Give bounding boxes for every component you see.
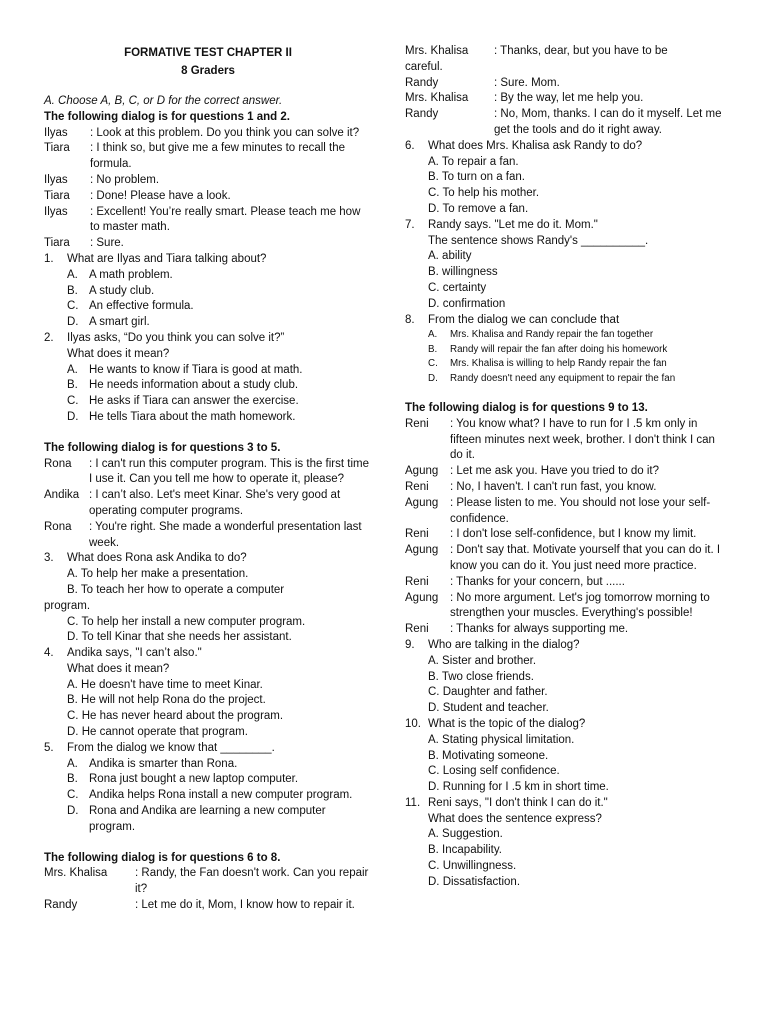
speaker: Tiara bbox=[44, 142, 70, 155]
option: B. Motivating someone. bbox=[428, 749, 549, 762]
option: A. Sister and brother. bbox=[428, 654, 537, 667]
dialog-line bbox=[405, 591, 725, 623]
line-text: : Don't say that. Motivate yourself that you can do it. I know you can do it. You just need more practice. bbox=[450, 544, 721, 572]
dialog-line bbox=[44, 173, 372, 189]
line-wrap: careful. bbox=[405, 60, 443, 73]
page-subtitle: 8 Graders bbox=[181, 65, 235, 77]
option-letter: C. bbox=[67, 300, 79, 313]
dialog-line bbox=[405, 543, 725, 575]
option-text: He needs information about a study club. bbox=[89, 379, 299, 392]
option-text: Mrs. Khalisa and Randy repair the fan together bbox=[450, 329, 654, 341]
option bbox=[44, 788, 372, 804]
option-text: He asks if Tiara can answer the exercise. bbox=[89, 395, 299, 408]
line-text: : I think so, but give me a few minutes to recall the formula. bbox=[90, 142, 346, 171]
question-number: 5. bbox=[44, 741, 54, 754]
option-letter: B. bbox=[428, 343, 438, 355]
option-text: He wants to know if Tiara is good at math. bbox=[89, 363, 303, 376]
option: D. Student and teacher. bbox=[428, 702, 549, 715]
question-number: 11. bbox=[405, 796, 421, 809]
option-text: A study club. bbox=[89, 284, 155, 297]
option-letter: A. bbox=[428, 329, 438, 341]
question-5 bbox=[44, 741, 372, 836]
option-text: He tells Tiara about the math homework. bbox=[89, 410, 296, 423]
option bbox=[44, 394, 372, 410]
speaker: Agung bbox=[405, 465, 439, 478]
question-11 bbox=[405, 796, 725, 891]
question-number: 8. bbox=[405, 313, 415, 326]
option-letter: C. bbox=[67, 395, 79, 408]
question-number: 1. bbox=[44, 252, 54, 265]
option: D. Running for I .5 km in short time. bbox=[428, 781, 609, 794]
option: B. He will not help Rona do the project. bbox=[67, 694, 266, 707]
question-number: 7. bbox=[405, 218, 415, 231]
header bbox=[44, 44, 372, 80]
line-text: : No, I haven't. I can't run fast, you know. bbox=[450, 480, 657, 493]
section-heading-4: The following dialog is for questions 9 to 13. bbox=[405, 401, 648, 414]
question-text: Randy says. "Let me do it. Mom." bbox=[428, 218, 598, 231]
option-letter: B. bbox=[67, 773, 78, 786]
speaker: Ilyas bbox=[44, 173, 68, 186]
question-text: From the dialog we can conclude that bbox=[428, 313, 620, 326]
option: A. Stating physical limitation. bbox=[428, 733, 575, 746]
question-text: From the dialog we know that ________. bbox=[67, 741, 275, 754]
line-text: : No more argument. Let's jog tomorrow morning to strengthen your muscles. Everything's possible! bbox=[450, 591, 710, 620]
option-letter: D. bbox=[67, 316, 79, 329]
option-text: Randy will repair the fan after doing his homework bbox=[450, 343, 668, 355]
dialog-line bbox=[44, 520, 372, 552]
line-text: : Thanks for your concern, but ...... bbox=[450, 575, 625, 588]
option: B. Incapability. bbox=[428, 844, 502, 857]
line-text: : Please listen to me. You should not lose your self-confidence. bbox=[450, 496, 711, 525]
option-text: A smart girl. bbox=[89, 316, 150, 329]
question-9 bbox=[405, 638, 725, 717]
question-3 bbox=[44, 551, 372, 646]
dialog-line bbox=[405, 496, 725, 528]
dialog-line bbox=[405, 527, 725, 543]
option: B. To teach her how to operate a computer bbox=[67, 583, 285, 596]
dialog-line bbox=[44, 236, 372, 252]
question-number: 4. bbox=[44, 647, 54, 660]
question-text: Ilyas asks, “Do you think you can solve it?” bbox=[67, 331, 285, 344]
speaker: Agung bbox=[405, 496, 439, 509]
question-number: 6. bbox=[405, 139, 415, 152]
option-text: Andika helps Rona install a new computer program. bbox=[89, 789, 353, 802]
line-text: : Thanks for always supporting me. bbox=[450, 623, 629, 636]
option bbox=[44, 378, 372, 394]
dialog-line bbox=[44, 126, 372, 142]
line-text: : Sure. bbox=[90, 237, 124, 250]
speaker: Tiara bbox=[44, 189, 70, 202]
option: B. willingness bbox=[428, 266, 498, 279]
option-text: Randy doesn't need any equipment to repair the fan bbox=[450, 372, 676, 384]
option bbox=[44, 757, 372, 773]
speaker: Ilyas bbox=[44, 126, 68, 139]
option bbox=[44, 410, 372, 426]
dialog-reni-agung bbox=[405, 417, 725, 638]
speaker: Mrs. Khalisa bbox=[405, 45, 469, 57]
option-text: Mrs. Khalisa is willing to help Randy repair the fan bbox=[450, 358, 667, 370]
question-text: What does Rona ask Andika to do? bbox=[67, 552, 247, 565]
question-text-continued: The sentence shows Randy's __________. bbox=[428, 234, 649, 247]
dialog-line bbox=[405, 91, 725, 107]
line-text: : Sure. Mom. bbox=[494, 76, 560, 89]
speaker: Randy bbox=[405, 76, 439, 89]
line-text: : I can't run this computer program. This is the first time I use it. Can you tell me how to operate it, please? bbox=[89, 457, 369, 486]
line-text: : You're right. She made a wonderful presentation last week. bbox=[89, 520, 362, 549]
line-text: : Let me do it, Mom, I know how to repair it. bbox=[135, 899, 355, 912]
instruction: A. Choose A, B, C, or D for the correct answer. bbox=[44, 95, 283, 107]
page-title: FORMATIVE TEST CHAPTER II bbox=[124, 47, 292, 59]
question-number: 3. bbox=[44, 552, 54, 565]
line-text: : By the way, let me help you. bbox=[494, 92, 644, 105]
line-text: : I don't lose self-confidence, but I know my limit. bbox=[450, 528, 697, 541]
option-text: A math problem. bbox=[89, 268, 173, 281]
question-text-continued: What does the sentence express? bbox=[428, 812, 602, 825]
dialog-line bbox=[405, 107, 725, 139]
option-letter: D. bbox=[428, 372, 438, 384]
option bbox=[44, 299, 372, 315]
option bbox=[405, 357, 725, 371]
option-letter: C. bbox=[67, 789, 79, 802]
dialog-line bbox=[44, 189, 372, 205]
option: D. Dissatisfaction. bbox=[428, 875, 521, 888]
question-text: What does Mrs. Khalisa ask Randy to do? bbox=[428, 139, 643, 152]
dialog-line bbox=[44, 488, 372, 520]
option: D. He cannot operate that program. bbox=[67, 726, 248, 739]
option: B. Two close friends. bbox=[428, 670, 534, 683]
speaker: Andika bbox=[44, 489, 80, 502]
option: D. confirmation bbox=[428, 297, 506, 310]
line-text: : Randy, the Fan doesn't work. Can you repair it? bbox=[135, 867, 369, 896]
dialog-khalisa-randy bbox=[44, 866, 372, 913]
speaker: Reni bbox=[405, 528, 429, 541]
option: B. To turn on a fan. bbox=[428, 171, 525, 184]
dialog-line bbox=[405, 464, 725, 480]
question-6 bbox=[405, 139, 725, 218]
question-1 bbox=[44, 252, 372, 331]
dialog-line bbox=[405, 44, 725, 60]
option bbox=[44, 284, 372, 300]
dialog-ilyas-tiara bbox=[44, 126, 372, 252]
question-text: Reni says, "I don't think I can do it." bbox=[428, 796, 608, 809]
option: A. To help her make a presentation. bbox=[67, 568, 249, 581]
speaker: Rona bbox=[44, 520, 72, 533]
dialog-khalisa-randy-continued bbox=[405, 44, 725, 139]
speaker: Randy bbox=[405, 108, 439, 121]
option bbox=[405, 372, 725, 386]
question-2 bbox=[44, 331, 372, 426]
speaker: Reni bbox=[405, 575, 429, 588]
dialog-line bbox=[44, 866, 372, 898]
speaker: Agung bbox=[405, 591, 439, 604]
option-letter: B. bbox=[67, 284, 78, 297]
speaker: Reni bbox=[405, 417, 429, 430]
option-letter: A. bbox=[67, 363, 78, 376]
option bbox=[44, 804, 372, 836]
line-text: : No problem. bbox=[90, 173, 160, 186]
option: C. Losing self confidence. bbox=[428, 765, 560, 778]
option-text: Andika is smarter than Rona. bbox=[89, 757, 238, 770]
dialog-line bbox=[44, 457, 372, 489]
speaker: Randy bbox=[44, 899, 78, 912]
speaker: Mrs. Khalisa bbox=[405, 92, 469, 105]
line-text: : Let me ask you. Have you tried to do it? bbox=[450, 465, 660, 478]
option: A. He doesn't have time to meet Kinar. bbox=[67, 678, 263, 691]
option bbox=[44, 268, 372, 284]
dialog-line bbox=[405, 480, 725, 496]
dialog-line bbox=[405, 417, 725, 464]
speaker: Reni bbox=[405, 623, 429, 636]
left-column bbox=[44, 44, 372, 914]
option: C. Daughter and father. bbox=[428, 686, 548, 699]
speaker: Ilyas bbox=[44, 205, 68, 218]
option-letter: C. bbox=[428, 358, 438, 370]
dialog-line bbox=[44, 141, 372, 173]
dialog-line bbox=[44, 898, 372, 914]
option-letter: A. bbox=[67, 757, 78, 770]
question-text: What is the topic of the dialog? bbox=[428, 717, 586, 730]
option-letter: D. bbox=[67, 805, 79, 818]
right-column bbox=[405, 44, 725, 891]
dialog-line bbox=[405, 76, 725, 92]
option: C. He has never heard about the program. bbox=[67, 710, 284, 723]
question-4 bbox=[44, 646, 372, 741]
option bbox=[405, 328, 725, 342]
line-text: : I can’t also. Let's meet Kinar. She's very good at operating computer programs. bbox=[89, 489, 341, 517]
option-text: An effective formula. bbox=[89, 300, 194, 313]
question-number: 9. bbox=[405, 638, 415, 651]
option bbox=[44, 363, 372, 379]
option: A. ability bbox=[428, 250, 472, 263]
section-heading-1: The following dialog is for questions 1 and 2. bbox=[44, 110, 290, 123]
dialog-line bbox=[405, 575, 725, 591]
question-8 bbox=[405, 313, 725, 386]
line-text: : No, Mom, thanks. I can do it myself. Let me get the tools and do it right away. bbox=[494, 108, 722, 136]
dialog-line bbox=[405, 622, 725, 638]
option: C. Unwillingness. bbox=[428, 860, 517, 873]
option: C. To help her install a new computer program. bbox=[67, 615, 306, 628]
option-letter: D. bbox=[67, 410, 79, 423]
question-10 bbox=[405, 717, 725, 796]
line-text: : Thanks, dear, but you have to be bbox=[494, 45, 668, 57]
option bbox=[405, 343, 725, 357]
speaker: Tiara bbox=[44, 237, 70, 250]
question-number: 2. bbox=[44, 331, 54, 344]
dialog-rona-andika bbox=[44, 457, 372, 552]
section-heading-2: The following dialog is for questions 3 to 5. bbox=[44, 441, 281, 454]
speaker: Agung bbox=[405, 544, 439, 557]
line-text: : You know what? I have to run for I .5 km only in fifteen minutes next week, brother. I don't think I can do it. bbox=[450, 417, 715, 462]
option: D. To tell Kinar that she needs her assistant. bbox=[67, 631, 292, 644]
question-number: 10. bbox=[405, 717, 421, 730]
option: D. To remove a fan. bbox=[428, 202, 529, 215]
question-text-continued: What does it mean? bbox=[67, 662, 170, 675]
line-text: : Done! Please have a look. bbox=[90, 189, 231, 202]
question-text: Andika says, "I can’t also." bbox=[67, 647, 202, 660]
option-letter: A. bbox=[67, 268, 78, 281]
option: A. To repair a fan. bbox=[428, 155, 519, 168]
line-text: : Look at this problem. Do you think you can solve it? bbox=[90, 126, 360, 139]
option bbox=[44, 315, 372, 331]
section-heading-3: The following dialog is for questions 6 to 8. bbox=[44, 851, 281, 864]
question-text: What are Ilyas and Tiara talking about? bbox=[67, 252, 267, 265]
option-text: Rona just bought a new laptop computer. bbox=[89, 773, 299, 786]
option-letter: B. bbox=[67, 379, 78, 392]
option: C. certainty bbox=[428, 281, 487, 294]
dialog-line bbox=[44, 205, 372, 237]
option-wrap: program. bbox=[44, 599, 91, 612]
question-text-continued: What does it mean? bbox=[67, 347, 170, 360]
speaker: Mrs. Khalisa bbox=[44, 867, 108, 880]
speaker: Reni bbox=[405, 480, 429, 493]
speaker: Rona bbox=[44, 457, 72, 470]
question-text: Who are talking in the dialog? bbox=[428, 638, 580, 651]
option: C. To help his mother. bbox=[428, 187, 540, 200]
option bbox=[44, 772, 372, 788]
option: A. Suggestion. bbox=[428, 828, 503, 841]
question-7 bbox=[405, 218, 725, 313]
option-text: Rona and Andika are learning a new computer program. bbox=[89, 805, 326, 833]
line-text: : Excellent! You’re really smart. Please teach me how to master math. bbox=[90, 205, 361, 234]
